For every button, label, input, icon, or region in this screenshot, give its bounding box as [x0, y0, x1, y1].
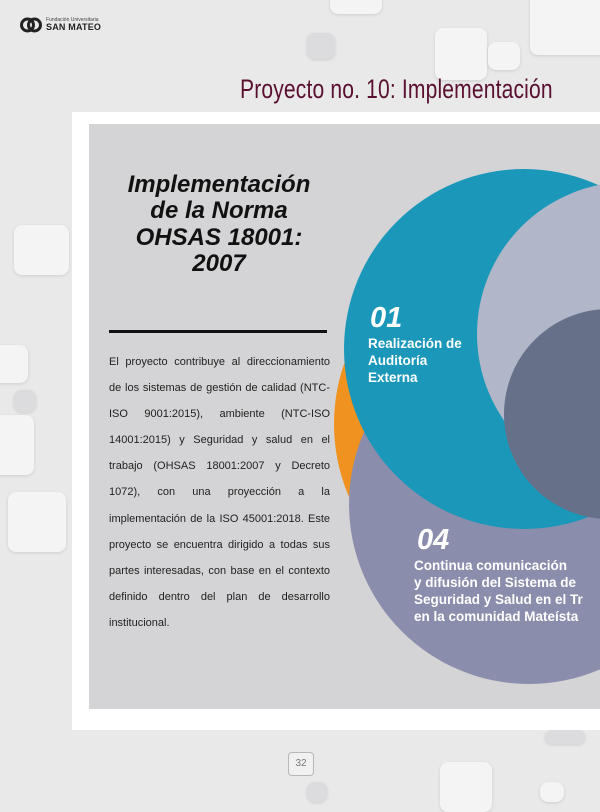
- item-number-01: 01: [370, 302, 403, 334]
- background-tile: [530, 0, 600, 55]
- background-tile: [307, 33, 335, 59]
- logo-mark-icon: [20, 14, 42, 36]
- slide-heading-line: OHSAS 18001:: [135, 223, 303, 251]
- background-tile: [0, 345, 28, 383]
- background-tile: [440, 762, 492, 812]
- logo-subtitle: Fundación Universitaria: [46, 17, 99, 23]
- item-text-01: Realización de Auditoría Externa: [368, 336, 462, 385]
- background-tile: [330, 0, 382, 14]
- background-tile: [488, 42, 520, 70]
- background-tile: [0, 415, 34, 475]
- background-tile: [540, 782, 564, 802]
- background-tile: [8, 492, 66, 552]
- slide-heading-line: Implementación: [127, 171, 311, 198]
- logo-name: SAN MATEO: [46, 22, 102, 32]
- slide-body-text: El proyecto contribuye al direccionamiento de los sistemas de gestión de calidad (NTC-ISO 9001:2015), ambiente (NTC-ISO 14001:2015) y Seguridad y salud en el trabajo (OHSAS 18001:2007 y Decreto 1072), con una proyección a la implementación de la ISO 45001:2018. Este proyecto se encuentra dirigido a todas sus partes interesadas, con base en el contexto definido dentro del plan de desarrollo institucional.: [109, 356, 330, 629]
- institution-logo: [20, 14, 101, 36]
- item-text-04: Continua comunicación y difusión del Sistema de Seguridad y Salud en el Tr en la comunidad Mateísta: [414, 558, 583, 624]
- slide-heading-line: 2007: [192, 250, 246, 278]
- background-tile: [435, 28, 487, 80]
- background-tile: [307, 782, 327, 802]
- background-tile: [14, 225, 69, 275]
- page-title: Proyecto no. 10: Implementación: [240, 74, 553, 104]
- item-number-04: 04: [417, 524, 450, 556]
- background-tile: [14, 390, 36, 412]
- slide-image: [89, 124, 600, 709]
- slide-heading-line: de la Norma: [150, 197, 288, 225]
- background-tile: [545, 730, 585, 744]
- page-number: 32: [288, 752, 314, 776]
